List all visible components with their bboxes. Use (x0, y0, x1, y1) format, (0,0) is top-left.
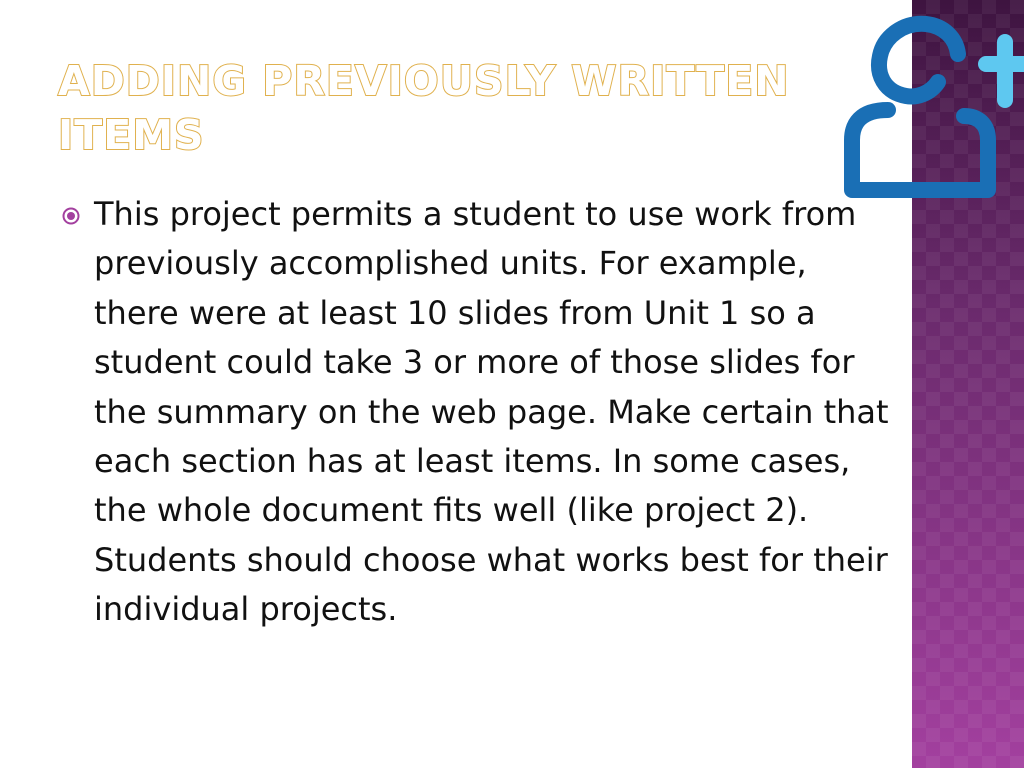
slide-title: ADDING PREVIOUSLY WRITTEN ITEMS (58, 57, 790, 159)
circle-bullet-icon (62, 207, 80, 225)
bullet-item (62, 190, 892, 635)
bullet-text: This project permits a student to use work from previously accomplished units. For example, there were at least 10 slides from Unit 1 so a student could take 3 or more of those slides for the summary on the web page. Make certain that each section has at least items. In some cases, the whole document fits well (like project 2). Students should choose what works best for their individual projects. (94, 195, 889, 629)
add-user-icon (840, 12, 1024, 208)
slide-body (62, 190, 892, 635)
